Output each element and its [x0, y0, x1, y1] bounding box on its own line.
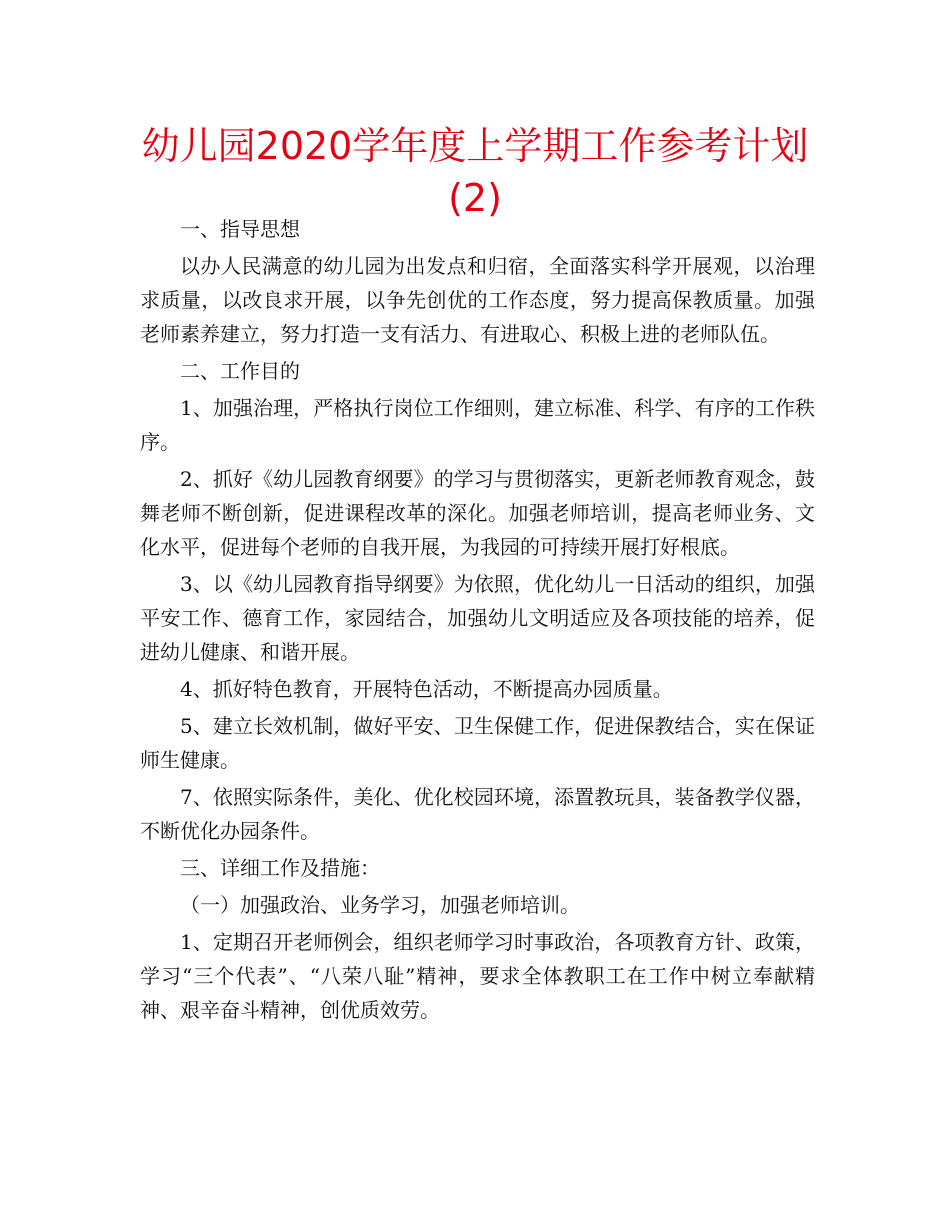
section-heading-work-goals: 二、工作目的: [180, 359, 300, 383]
paragraph: 7、依照实际条件，美化、优化校园环境，添置教玩具，装备教学仪器，不断优化办园条件。: [140, 785, 815, 843]
paragraph: 1、加强治理，严格执行岗位工作细则，建立标准、科学、有序的工作秩序。: [140, 396, 815, 454]
paragraph: 3、以《幼儿园教育指导纲要》为依照，优化幼儿一日活动的组织，加强平安工作、德育工作，家园结合，加强幼儿文明适应及各项技能的培养，促进幼儿健康、和谐开展。: [140, 572, 815, 664]
title-line-2: (2): [448, 176, 502, 220]
paragraph: 5、建立长效机制，做好平安、卫生保健工作，促进保教结合，实在保证师生健康。: [140, 714, 815, 772]
paragraph: 1、定期召开老师例会，组织老师学习时事政治，各项教育方针、政策，学习“三个代表”、“八荣八耻”精神，要求全体教职工在工作中树立奉献精神、艰辛奋斗精神，创优质效劳。: [140, 930, 815, 1022]
section-heading-guiding-ideology: 一、指导思想: [180, 217, 300, 241]
document-body: [140, 212, 815, 1030]
section-heading-measures: 三、详细工作及措施：: [180, 856, 380, 880]
paragraph: 以办人民满意的幼儿园为出发点和归宿，全面落实科学开展观，以治理求质量，以改良求开展，以争先创优的工作态度，努力提高保教质量。加强老师素养建立，努力打造一支有活力、有进取心、积极上进的老师队伍。: [140, 254, 815, 346]
title-line-1: 幼儿园2020学年度上学期工作参考计划: [141, 124, 809, 168]
paragraph: 2、抓好《幼儿园教育纲要》的学习与贯彻落实，更新老师教育观念，鼓舞老师不断创新，促进课程改革的深化。加强老师培训，提高老师业务、文化水平，促进每个老师的自我开展，为我园的可持续开展打好根底。: [140, 467, 815, 559]
document-title: [140, 120, 810, 224]
paragraph: 4、抓好特色教育，开展特色活动，不断提高办园质量。: [180, 677, 673, 701]
subsection-heading: （一）加强政治、业务学习，加强老师培训。: [180, 893, 580, 917]
